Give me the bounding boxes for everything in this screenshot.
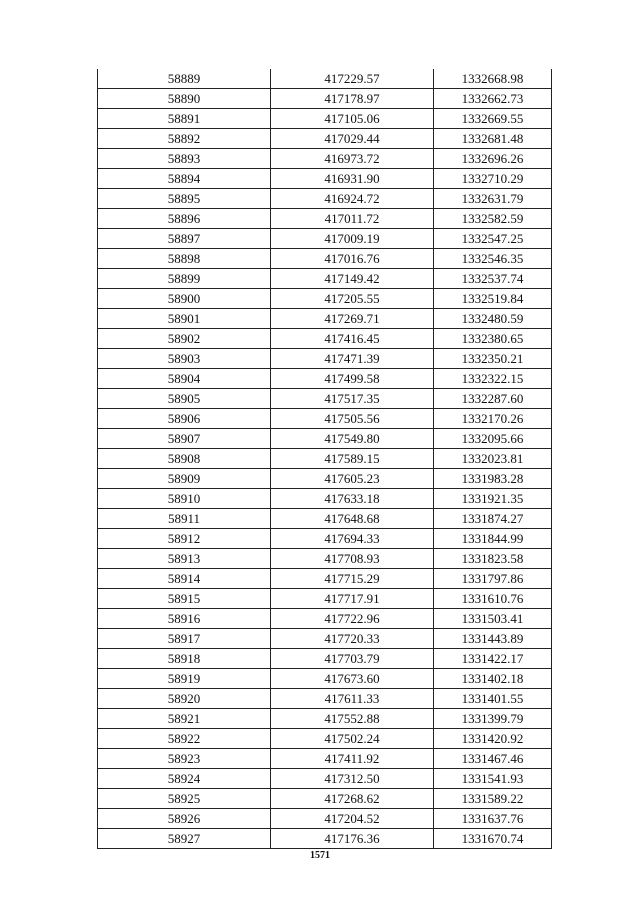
y-coordinate-cell: 1331983.28 (434, 469, 552, 489)
table-row (98, 129, 552, 149)
x-coordinate-cell: 417517.35 (271, 389, 434, 409)
y-coordinate-cell: 1331637.76 (434, 809, 552, 829)
point-id-cell: 58889 (98, 69, 271, 89)
table-row (98, 329, 552, 349)
x-coordinate-cell: 417715.29 (271, 569, 434, 589)
y-coordinate-cell: 1332023.81 (434, 449, 552, 469)
x-coordinate-cell: 417009.19 (271, 229, 434, 249)
x-coordinate-cell: 417029.44 (271, 129, 434, 149)
table-row (98, 349, 552, 369)
y-coordinate-cell: 1331467.46 (434, 749, 552, 769)
point-id-cell: 58895 (98, 189, 271, 209)
point-id-cell: 58897 (98, 229, 271, 249)
table-row (98, 109, 552, 129)
table-row (98, 689, 552, 709)
table-row (98, 469, 552, 489)
x-coordinate-cell: 417611.33 (271, 689, 434, 709)
table-row (98, 749, 552, 769)
y-coordinate-cell: 1331589.22 (434, 789, 552, 809)
x-coordinate-cell: 417633.18 (271, 489, 434, 509)
point-id-cell: 58922 (98, 729, 271, 749)
table-row (98, 549, 552, 569)
y-coordinate-cell: 1332668.98 (434, 69, 552, 89)
point-id-cell: 58910 (98, 489, 271, 509)
y-coordinate-cell: 1332350.21 (434, 349, 552, 369)
y-coordinate-cell: 1332480.59 (434, 309, 552, 329)
y-coordinate-cell: 1332547.25 (434, 229, 552, 249)
y-coordinate-cell: 1332681.48 (434, 129, 552, 149)
y-coordinate-cell: 1332287.60 (434, 389, 552, 409)
table-row (98, 669, 552, 689)
table-row (98, 589, 552, 609)
x-coordinate-cell: 417204.52 (271, 809, 434, 829)
table-row (98, 729, 552, 749)
table-row (98, 809, 552, 829)
table-row (98, 389, 552, 409)
x-coordinate-cell: 417229.57 (271, 69, 434, 89)
table-row (98, 369, 552, 389)
table-row (98, 649, 552, 669)
x-coordinate-cell: 417269.71 (271, 309, 434, 329)
y-coordinate-cell: 1331422.17 (434, 649, 552, 669)
point-id-cell: 58907 (98, 429, 271, 449)
point-id-cell: 58914 (98, 569, 271, 589)
x-coordinate-cell: 416931.90 (271, 169, 434, 189)
y-coordinate-cell: 1332710.29 (434, 169, 552, 189)
point-id-cell: 58898 (98, 249, 271, 269)
point-id-cell: 58919 (98, 669, 271, 689)
table-row (98, 769, 552, 789)
table-row (98, 569, 552, 589)
x-coordinate-cell: 417605.23 (271, 469, 434, 489)
x-coordinate-cell: 417105.06 (271, 109, 434, 129)
x-coordinate-cell: 417499.58 (271, 369, 434, 389)
y-coordinate-cell: 1332537.74 (434, 269, 552, 289)
point-id-cell: 58893 (98, 149, 271, 169)
y-coordinate-cell: 1332322.15 (434, 369, 552, 389)
point-id-cell: 58917 (98, 629, 271, 649)
table-row (98, 449, 552, 469)
table-row (98, 69, 552, 89)
table-row (98, 149, 552, 169)
point-id-cell: 58912 (98, 529, 271, 549)
x-coordinate-cell: 416924.72 (271, 189, 434, 209)
point-id-cell: 58905 (98, 389, 271, 409)
y-coordinate-cell: 1331420.92 (434, 729, 552, 749)
point-id-cell: 58916 (98, 609, 271, 629)
y-coordinate-cell: 1331443.89 (434, 629, 552, 649)
table-row (98, 429, 552, 449)
table-row (98, 409, 552, 429)
table-row (98, 509, 552, 529)
y-coordinate-cell: 1331921.35 (434, 489, 552, 509)
y-coordinate-cell: 1332170.26 (434, 409, 552, 429)
point-id-cell: 58924 (98, 769, 271, 789)
table-row (98, 489, 552, 509)
y-coordinate-cell: 1331610.76 (434, 589, 552, 609)
point-id-cell: 58891 (98, 109, 271, 129)
x-coordinate-cell: 417205.55 (271, 289, 434, 309)
y-coordinate-cell: 1331402.18 (434, 669, 552, 689)
coordinates-table (97, 69, 552, 849)
y-coordinate-cell: 1331874.27 (434, 509, 552, 529)
x-coordinate-cell: 417703.79 (271, 649, 434, 669)
point-id-cell: 58913 (98, 549, 271, 569)
table-row (98, 629, 552, 649)
point-id-cell: 58921 (98, 709, 271, 729)
y-coordinate-cell: 1331399.79 (434, 709, 552, 729)
x-coordinate-cell: 417149.42 (271, 269, 434, 289)
x-coordinate-cell: 417505.56 (271, 409, 434, 429)
y-coordinate-cell: 1332380.65 (434, 329, 552, 349)
point-id-cell: 58920 (98, 689, 271, 709)
y-coordinate-cell: 1332696.26 (434, 149, 552, 169)
point-id-cell: 58915 (98, 589, 271, 609)
table-row (98, 169, 552, 189)
y-coordinate-cell: 1332669.55 (434, 109, 552, 129)
x-coordinate-cell: 417589.15 (271, 449, 434, 469)
table-row (98, 529, 552, 549)
x-coordinate-cell: 417673.60 (271, 669, 434, 689)
x-coordinate-cell: 417549.80 (271, 429, 434, 449)
x-coordinate-cell: 417176.36 (271, 829, 434, 849)
x-coordinate-cell: 416973.72 (271, 149, 434, 169)
point-id-cell: 58901 (98, 309, 271, 329)
point-id-cell: 58903 (98, 349, 271, 369)
x-coordinate-cell: 417416.45 (271, 329, 434, 349)
x-coordinate-cell: 417471.39 (271, 349, 434, 369)
point-id-cell: 58892 (98, 129, 271, 149)
table-row (98, 209, 552, 229)
x-coordinate-cell: 417411.92 (271, 749, 434, 769)
point-id-cell: 58908 (98, 449, 271, 469)
page-number: 1571 (310, 850, 330, 861)
y-coordinate-cell: 1331823.58 (434, 549, 552, 569)
point-id-cell: 58927 (98, 829, 271, 849)
y-coordinate-cell: 1332582.59 (434, 209, 552, 229)
x-coordinate-cell: 417717.91 (271, 589, 434, 609)
table-row (98, 829, 552, 849)
y-coordinate-cell: 1332546.35 (434, 249, 552, 269)
point-id-cell: 58904 (98, 369, 271, 389)
x-coordinate-cell: 417648.68 (271, 509, 434, 529)
x-coordinate-cell: 417268.62 (271, 789, 434, 809)
point-id-cell: 58899 (98, 269, 271, 289)
x-coordinate-cell: 417708.93 (271, 549, 434, 569)
table-row (98, 709, 552, 729)
y-coordinate-cell: 1332519.84 (434, 289, 552, 309)
point-id-cell: 58909 (98, 469, 271, 489)
x-coordinate-cell: 417694.33 (271, 529, 434, 549)
x-coordinate-cell: 417552.88 (271, 709, 434, 729)
y-coordinate-cell: 1331541.93 (434, 769, 552, 789)
table-row (98, 289, 552, 309)
coordinates-table-body (98, 69, 552, 849)
y-coordinate-cell: 1331844.99 (434, 529, 552, 549)
table-row (98, 789, 552, 809)
table-row (98, 249, 552, 269)
table-row (98, 309, 552, 329)
point-id-cell: 58896 (98, 209, 271, 229)
point-id-cell: 58918 (98, 649, 271, 669)
table-row (98, 229, 552, 249)
x-coordinate-cell: 417016.76 (271, 249, 434, 269)
point-id-cell: 58926 (98, 809, 271, 829)
x-coordinate-cell: 417312.50 (271, 769, 434, 789)
x-coordinate-cell: 417722.96 (271, 609, 434, 629)
x-coordinate-cell: 417011.72 (271, 209, 434, 229)
point-id-cell: 58894 (98, 169, 271, 189)
x-coordinate-cell: 417178.97 (271, 89, 434, 109)
table-row (98, 89, 552, 109)
y-coordinate-cell: 1332095.66 (434, 429, 552, 449)
point-id-cell: 58890 (98, 89, 271, 109)
point-id-cell: 58900 (98, 289, 271, 309)
table-row (98, 609, 552, 629)
point-id-cell: 58902 (98, 329, 271, 349)
y-coordinate-cell: 1332662.73 (434, 89, 552, 109)
point-id-cell: 58925 (98, 789, 271, 809)
y-coordinate-cell: 1332631.79 (434, 189, 552, 209)
y-coordinate-cell: 1331503.41 (434, 609, 552, 629)
y-coordinate-cell: 1331401.55 (434, 689, 552, 709)
x-coordinate-cell: 417720.33 (271, 629, 434, 649)
x-coordinate-cell: 417502.24 (271, 729, 434, 749)
point-id-cell: 58911 (98, 509, 271, 529)
y-coordinate-cell: 1331670.74 (434, 829, 552, 849)
table-row (98, 269, 552, 289)
point-id-cell: 58923 (98, 749, 271, 769)
table-row (98, 189, 552, 209)
y-coordinate-cell: 1331797.86 (434, 569, 552, 589)
point-id-cell: 58906 (98, 409, 271, 429)
